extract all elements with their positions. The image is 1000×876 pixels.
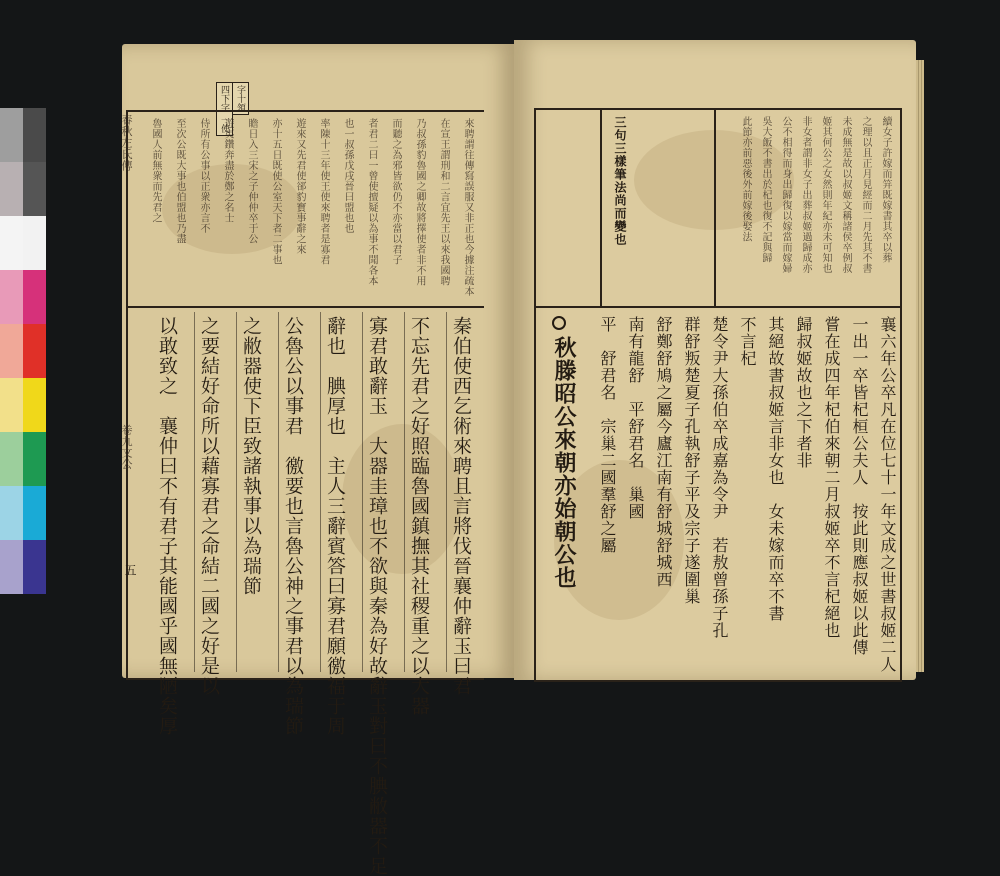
main-text-column: 一出一卒皆杞桓公夫人 按此則應叔姬以此傳 [850, 316, 869, 656]
commentary-column: 在宣王謂刑和二言宜先王以來我國聘 [438, 118, 449, 286]
commentary-column: 至次公既大事也伯盟也乃盡 [174, 118, 185, 244]
left-page [120, 44, 514, 876]
commentary-column: 也一叔孫戊戌晉曰盟也也 [342, 118, 353, 234]
column-rule [194, 312, 195, 672]
right-heading-rule-a [600, 108, 602, 308]
right-heading-rule-b [714, 108, 716, 308]
calibration-swatch [0, 378, 23, 432]
main-text-column: 辭也 腆厚也 主人三辭賓答曰寡君願徼福于周 [324, 316, 346, 736]
main-text-column: 不言杞 [738, 316, 757, 367]
main-text-column: 楚令尹大孫伯卒成嘉為令尹 若敖曾孫子孔 [710, 316, 729, 639]
calibration-swatch [23, 162, 46, 216]
calibration-swatch [23, 540, 46, 594]
main-text-column: 平 舒君名 宗巢二國羣舒之屬 [598, 316, 617, 554]
right-page [514, 40, 916, 680]
calibration-swatch [23, 270, 46, 324]
commentary-column: 遊夷鑽奔盡於鄭之名士 [222, 118, 233, 223]
column-rule [278, 312, 279, 672]
margin-title: 春秋左氏傳 [120, 114, 133, 172]
main-text-column: 襄六年公卒凡在位七十一年文成之世書叔姬二人 [878, 316, 897, 673]
commentary-column: 侍所有公事以正衆亦言不 [198, 118, 209, 234]
main-text-column: 以敢致之 襄仲曰不有君子其能國乎國無陋矣厚 [156, 316, 178, 736]
calibration-swatch [0, 108, 23, 162]
commentary-column: 瞻日入三宋之子仲仲卒于公 [246, 118, 257, 244]
main-text-column: 之敝器使下臣致諸執事以為瑞節 [240, 316, 262, 596]
section-circle-mark [552, 316, 566, 330]
calibration-swatch [0, 324, 23, 378]
right-divider-rule [534, 306, 900, 308]
column-rule [404, 312, 405, 672]
main-text-column: 南有龍舒 平舒君名 巢國 [626, 316, 645, 520]
commentary-column: 未成無是故以叔姬文稱諸侯卒例叔 [840, 116, 851, 274]
left-divider-rule [126, 306, 484, 308]
commentary-column: 此節亦前惡後外前嫁後娶法 [740, 116, 751, 242]
main-text-column: 公魯公以事君 徼要也言魯公神之事君以為瑞節 [282, 316, 304, 736]
calibration-swatch [0, 486, 23, 540]
calibration-swatch [23, 378, 46, 432]
commentary-column: 續女子許嫁而笄既嫁書其卒以葬 [880, 116, 891, 263]
commentary-column: 魯國人前無衆而先君之 [150, 118, 161, 223]
commentary-column: 之理以且正月見經而二月先其不書 [860, 116, 871, 274]
calibration-swatch [0, 216, 23, 270]
right-heading-column: 三句三樣筆法尚而變也 [613, 116, 627, 246]
commentary-column: 者君二曰一曾使擅疑以為事不聞各本 [366, 118, 377, 286]
calibration-swatch [0, 162, 23, 216]
margin-chapter: 卷九文公 [120, 424, 133, 470]
commentary-column: 率陳十三年使王使來聘者是寡君 [318, 118, 329, 265]
margin-label-text: 四下字 一使 [219, 85, 229, 133]
calibration-swatch [23, 486, 46, 540]
main-text-column: 不忘先君之好照臨魯國鎮撫其社稷重之以大器 [408, 316, 430, 716]
commentary-column: 遊來又先君使郤豹寶事辭之來 [294, 118, 305, 255]
commentary-column: 吳大飯不書出於杞也復不記與歸 [760, 116, 771, 263]
folio-number: 五 [123, 564, 137, 576]
commentary-column: 姬其何公之女然則年紀亦未可知也 [820, 116, 831, 274]
commentary-column: 公不相得而身出歸復以嫁當而嫁婦 [780, 116, 791, 274]
calibration-swatch [0, 432, 23, 486]
main-text-column: 嘗在成四年杞伯來朝二月叔姬卒不言杞絕也 [822, 316, 841, 639]
calibration-swatch [23, 108, 46, 162]
main-text-column: 其絕故書叔姬言非女也 女未嫁而卒不書 [766, 316, 785, 622]
column-rule [446, 312, 447, 672]
margin-label-text-2: 字十領 [235, 85, 245, 112]
calibration-swatch [0, 540, 23, 594]
calibration-swatch [23, 432, 46, 486]
commentary-column: 非女者謂非女子出葬叔姬過歸成亦 [800, 116, 811, 274]
main-text-column: 舒鄭舒鳩之屬今廬江南有舒城舒城西 [654, 316, 673, 588]
calibration-swatch [0, 270, 23, 324]
main-text-column: 之要結好命所以藉寡君之命結二國之好是以 [198, 316, 220, 696]
commentary-column: 而聽之為邪皆欲仍不亦當以君子 [390, 118, 401, 265]
main-text-column: 寡君敢辭玉 大器圭璋也不欲與秦為好故辭玉對曰不腆敝器不足 [366, 316, 388, 876]
column-rule [362, 312, 363, 672]
main-text-column: 秦伯使西乞術來聘且言將伐晉襄仲辭玉曰君 [450, 316, 472, 696]
main-text-column: 歸叔姬故也之下者非 [794, 316, 813, 469]
main-text-column: 秋滕昭公來朝亦始朝公也 [551, 336, 577, 589]
column-rule [236, 312, 237, 672]
color-calibration-strip [0, 108, 46, 596]
column-rule [320, 312, 321, 672]
main-text-column: 群舒叛楚夏子孔執舒子平及宗子遂圍巢 [682, 316, 701, 605]
calibration-swatch [23, 216, 46, 270]
calibration-swatch [23, 324, 46, 378]
commentary-column: 亦十五日既使公室天下者二事也 [270, 118, 281, 265]
commentary-column: 乃叔孫豹魯國之卿故將擇使者非不用 [414, 118, 425, 286]
commentary-column: 來聘謂往傳寫誤服又非正也今據注疏本 [462, 118, 473, 297]
